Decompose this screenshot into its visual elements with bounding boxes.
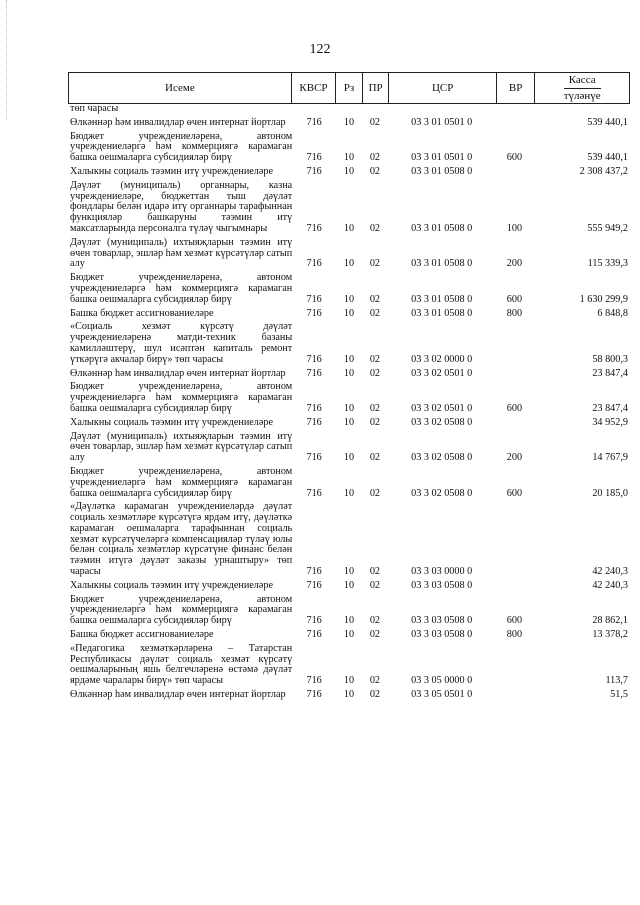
table-row xyxy=(68,167,630,178)
row-csr: 03 3 05 0000 0 xyxy=(411,675,473,687)
row-amount: 6 848,8 xyxy=(597,307,628,319)
row-csr: 03 3 02 0508 0 xyxy=(411,416,473,428)
row-name: Дәүләт (муниципаль) ихтыяҗларын тәэмин итү өчен товарлар, эшләр һәм хезмәт күрсәтүләр сатып алу xyxy=(70,430,293,464)
row-kvsr: 716 xyxy=(306,152,322,164)
row-csr: 03 3 02 0508 0 xyxy=(411,487,473,499)
header-kvsr: КВСР xyxy=(291,73,335,103)
row-kvsr: 716 xyxy=(306,402,322,414)
row-name: Өлкәннәр һәм инвалидлар өчен интернат йортлар xyxy=(70,116,286,128)
row-amount: 1 630 299,9 xyxy=(579,293,628,305)
table-row xyxy=(68,238,630,270)
row-csr: 03 3 01 0501 0 xyxy=(411,152,473,164)
row-rz: 10 xyxy=(343,615,355,627)
row-name: төп чарасы xyxy=(70,103,119,114)
table-row xyxy=(68,644,630,687)
row-pr: 02 xyxy=(369,452,380,464)
table-row xyxy=(68,418,630,429)
row-rz: 10 xyxy=(343,353,355,365)
row-rz: 10 xyxy=(343,165,355,177)
row-pr: 02 xyxy=(369,116,380,128)
table-body xyxy=(68,104,630,701)
row-name: Бюджет учреждениеләренә, автоном учреждениеләргә һәм коммерциягә карамаган башка оешмаларга субсидияләр бирү xyxy=(70,130,293,164)
row-vr: 600 xyxy=(506,487,523,499)
row-pr: 02 xyxy=(369,615,380,627)
header-pr: ПР xyxy=(362,73,389,103)
row-csr: 03 3 03 0508 0 xyxy=(411,629,473,641)
row-rz: 10 xyxy=(343,152,355,164)
row-amount: 539 440,1 xyxy=(587,116,628,128)
row-amount: 42 240,3 xyxy=(592,579,628,591)
header-name: Исеме xyxy=(165,82,195,94)
row-rz: 10 xyxy=(343,629,355,641)
row-name: Бюджет учреждениеләренә, автоном учреждениеләргә һәм коммерциягә карамаган башка оешмаларга субсидияләр бирү xyxy=(70,381,293,414)
row-kvsr: 716 xyxy=(306,222,322,234)
row-csr: 03 3 01 0508 0 xyxy=(411,293,473,305)
row-vr: 600 xyxy=(506,615,523,627)
row-amount: 115 339,3 xyxy=(587,258,628,270)
row-amount: 555 949,2 xyxy=(587,222,628,234)
row-kvsr: 716 xyxy=(306,367,322,379)
row-csr: 03 3 03 0000 0 xyxy=(411,566,473,578)
row-rz: 10 xyxy=(343,116,355,128)
row-name: Бюджет учреждениеләренә, автоном учреждениеләргә һәм коммерциягә карамаган башка оешмаларга субсидияләр бирү xyxy=(70,593,293,627)
row-vr: 600 xyxy=(506,152,523,164)
row-vr: 600 xyxy=(506,402,523,414)
row-rz: 10 xyxy=(343,675,355,687)
row-rz: 10 xyxy=(343,452,355,464)
row-csr: 03 3 01 0508 0 xyxy=(411,222,473,234)
row-pr: 02 xyxy=(369,293,380,305)
row-kvsr: 716 xyxy=(306,675,322,687)
row-vr: 600 xyxy=(506,293,523,305)
row-rz: 10 xyxy=(343,307,355,319)
row-amount: 2 308 437,2 xyxy=(579,165,628,177)
row-name: Өлкәннәр һәм инвалидлар өчен интернат йортлар xyxy=(70,689,286,701)
row-name: «Дәүләткә карамаган учреждениеләрдә дәүләт социаль хезмәтләре күрсәтүгә ярдәм итү, дәүләткә карамаган оешмаларга тарафыннан социаль хезмәт күрсәтүчеләргә компенсацияләр түләү юлы белән социаль хезмәтләр күрсәтүне финанс белән тәэмин итүгә дәүләт заказы урнаштыру» төп чарасы xyxy=(70,501,293,578)
header-csr: ЦСР xyxy=(388,73,495,103)
row-pr: 02 xyxy=(369,416,380,428)
row-name: Дәүләт (муниципаль) ихтыяҗларын тәэмин итү өчен товарлар, эшләр һәм хезмәт күрсәтүләр сатып алу xyxy=(70,236,293,270)
margin-mark xyxy=(6,0,8,120)
row-amount: 42 240,3 xyxy=(592,566,628,578)
table-row xyxy=(68,369,630,380)
row-amount: 14 767,9 xyxy=(592,452,628,464)
table-row xyxy=(68,502,630,578)
row-csr: 03 3 02 0501 0 xyxy=(411,402,473,414)
row-name: Өлкәннәр һәм инвалидлар өчен интернат йортлар xyxy=(70,367,286,379)
header-vr: ВР xyxy=(496,73,534,103)
budget-table xyxy=(68,72,630,701)
header-rz: Рз xyxy=(335,73,362,103)
row-kvsr: 716 xyxy=(306,566,322,578)
row-rz: 10 xyxy=(343,416,355,428)
row-vr: 200 xyxy=(506,452,523,464)
row-pr: 02 xyxy=(369,487,380,499)
row-amount: 113,7 xyxy=(605,675,628,687)
row-name: «Социаль хезмәт күрсәтү дәүләт учреждениеләренә матди-техник базаны камилләштерү, шул исәптән капиталь ремонт үткәрүгә акчалар бирү» төп чарасы xyxy=(70,321,293,365)
row-pr: 02 xyxy=(369,353,380,365)
row-pr: 02 xyxy=(369,579,380,591)
table-row xyxy=(68,104,630,115)
row-csr: 03 3 01 0501 0 xyxy=(411,116,473,128)
row-pr: 02 xyxy=(369,689,380,701)
table-header xyxy=(68,72,630,104)
row-pr: 02 xyxy=(369,402,380,414)
row-vr: 200 xyxy=(506,258,523,270)
row-pr: 02 xyxy=(369,566,380,578)
row-amount: 23 847,4 xyxy=(592,402,628,414)
page-number: 122 xyxy=(309,42,331,57)
row-amount: 539 440,1 xyxy=(587,152,628,164)
row-rz: 10 xyxy=(343,293,355,305)
table-row xyxy=(68,181,630,235)
table-row xyxy=(68,581,630,592)
row-name: Дәүләт (муниципаль) органнары, казна учреждениеләре, бюджеттан тыш дәүләт фондлары белән идарә итү органнары тарафыннан функцияләр башкаруны тәэмин итү максатларында персоналга түләү чыгымнары xyxy=(70,179,293,234)
table-row xyxy=(68,630,630,641)
row-name: Бюджет учреждениеләренә, автоном учреждениеләргә һәм коммерциягә карамаган башка оешмаларга субсидияләр бирү xyxy=(70,465,293,499)
row-rz: 10 xyxy=(343,402,355,414)
row-amount: 28 862,1 xyxy=(592,615,628,627)
row-amount: 13 378,2 xyxy=(592,629,628,641)
table-row xyxy=(68,595,630,627)
row-kvsr: 716 xyxy=(306,293,322,305)
row-pr: 02 xyxy=(369,165,380,177)
table-row xyxy=(68,132,630,164)
header-cash-label: Касса xyxy=(568,74,596,86)
row-rz: 10 xyxy=(343,689,355,701)
row-pr: 02 xyxy=(369,675,380,687)
row-csr: 03 3 05 0501 0 xyxy=(411,689,473,701)
row-name: Башка бюджет ассигнованиеләре xyxy=(70,307,214,319)
row-name: Бюджет учреждениеләренә, автоном учреждениеләргә һәм коммерциягә карамаган башка оешмаларга субсидияләр бирү xyxy=(70,272,293,305)
row-pr: 02 xyxy=(369,307,380,319)
row-kvsr: 716 xyxy=(306,116,322,128)
header-cash xyxy=(534,73,629,103)
row-csr: 03 3 01 0508 0 xyxy=(411,258,473,270)
table-row xyxy=(68,467,630,499)
table-row xyxy=(68,322,630,365)
row-csr: 03 3 02 0508 0 xyxy=(411,452,473,464)
row-csr: 03 3 02 0501 0 xyxy=(411,367,473,379)
table-row xyxy=(68,273,630,305)
row-kvsr: 716 xyxy=(306,452,322,464)
row-rz: 10 xyxy=(343,566,355,578)
row-pr: 02 xyxy=(369,152,380,164)
row-amount: 20 185,0 xyxy=(592,487,628,499)
row-name: Халыкны социаль тәэмин итү учреждениеләре xyxy=(70,165,274,177)
row-kvsr: 716 xyxy=(306,487,322,499)
row-name: Башка бюджет ассигнованиеләре xyxy=(70,629,214,641)
row-pr: 02 xyxy=(369,222,380,234)
table-row xyxy=(68,690,630,701)
row-csr: 03 3 01 0508 0 xyxy=(411,307,473,319)
row-rz: 10 xyxy=(343,367,355,379)
row-pr: 02 xyxy=(369,258,380,270)
row-kvsr: 716 xyxy=(306,258,322,270)
row-kvsr: 716 xyxy=(306,689,322,701)
row-kvsr: 716 xyxy=(306,615,322,627)
row-vr: 800 xyxy=(506,307,523,319)
row-kvsr: 716 xyxy=(306,165,322,177)
row-amount: 23 847,4 xyxy=(592,367,628,379)
row-rz: 10 xyxy=(343,222,355,234)
row-vr: 800 xyxy=(506,629,523,641)
row-kvsr: 716 xyxy=(306,629,322,641)
row-name: «Педагогика хезмәткәрләренә – Татарстан Республикасы дәүләт социаль хезмәт күрсәтү оешмаларының яшь белгечләренә өстәмә дәүләт ярдәме чаралары бирү» төп чарасы xyxy=(70,642,293,687)
row-kvsr: 716 xyxy=(306,579,322,591)
row-rz: 10 xyxy=(343,258,355,270)
row-csr: 03 3 03 0508 0 xyxy=(411,579,473,591)
table-row xyxy=(68,432,630,464)
row-pr: 02 xyxy=(369,629,380,641)
row-name: Халыкны социаль тәэмин итү учреждениеләре xyxy=(70,579,274,591)
table-row xyxy=(68,382,630,414)
header-cash-sub: түләнүе xyxy=(563,90,601,102)
row-amount: 51,5 xyxy=(610,689,628,701)
row-rz: 10 xyxy=(343,487,355,499)
row-name: Халыкны социаль тәэмин итү учреждениеләре xyxy=(70,416,274,428)
row-kvsr: 716 xyxy=(306,416,322,428)
row-pr: 02 xyxy=(369,367,380,379)
row-csr: 03 3 03 0508 0 xyxy=(411,615,473,627)
row-csr: 03 3 01 0508 0 xyxy=(411,165,473,177)
row-kvsr: 716 xyxy=(306,307,322,319)
row-vr: 100 xyxy=(506,222,523,234)
row-rz: 10 xyxy=(343,579,355,591)
row-csr: 03 3 02 0000 0 xyxy=(411,353,473,365)
row-amount: 34 952,9 xyxy=(592,416,628,428)
table-row xyxy=(68,118,630,129)
row-amount: 58 800,3 xyxy=(592,353,628,365)
row-kvsr: 716 xyxy=(306,353,322,365)
table-row xyxy=(68,309,630,320)
